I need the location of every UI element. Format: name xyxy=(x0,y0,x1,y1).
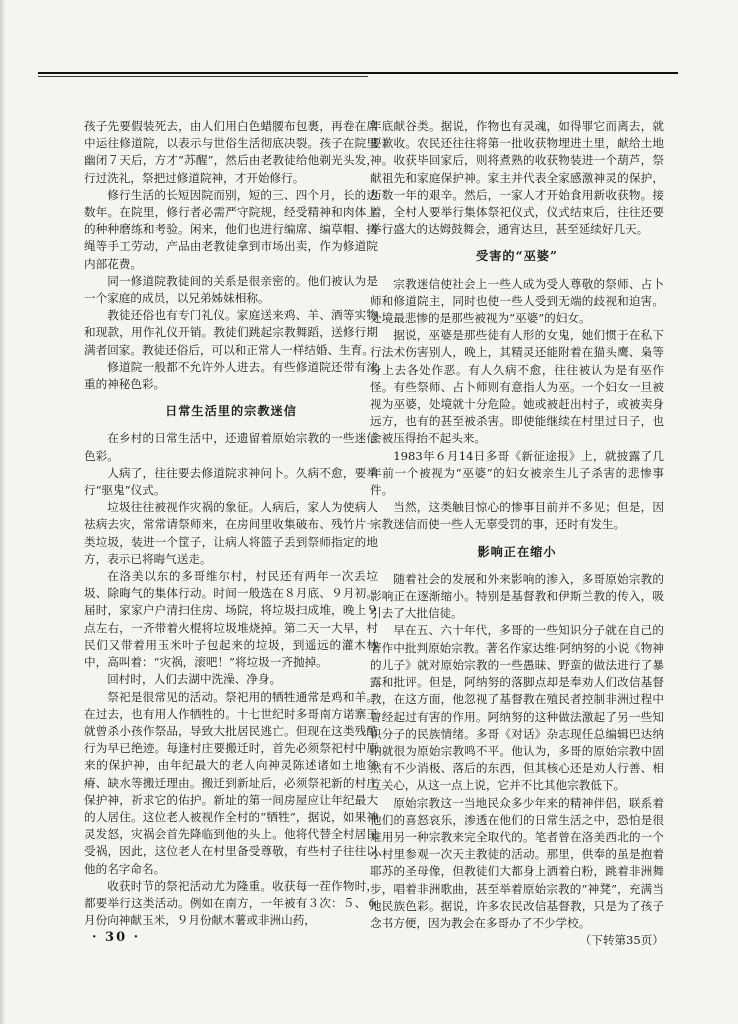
right-column xyxy=(370,118,664,949)
paragraph: 回村时，人们去湖中洗澡、净身。 xyxy=(107,672,282,687)
paragraph: 收获时节的祭祀活动尤为隆重。收获每一茬作物时，都要举行这类活动。例如在南方，一年被有３次：５、６月份向神献玉米，９月份献木薯或非洲山药， xyxy=(84,878,378,928)
left-column xyxy=(84,118,378,929)
paragraph: 年底献谷类。据说，作物也有灵魂，如得罪它而离去，就要歉收。农民还往往将第一批收获物埋进土里，献给土地神。收获毕回家后，则将煮熟的收获物装进一个葫芦，祭献祖先和家庭保护神。家主并代表全家感激神灵的保护，历数一年的艰辛。然后，一家人才开始食用新收获物。接着，全村人要举行集体祭祀仪式，仪式结束后，往往还要举行盛大的达姆鼓舞会，通宵达旦，甚至延续好几天。 xyxy=(370,119,664,237)
section-heading: 受害的“巫婆” xyxy=(476,249,558,264)
paragraph: 祭祀是很常见的活动。祭祀用的牺牲通常是鸡和羊。在过去，也有用人作牺牲的。十七世纪时多哥南方诺寨王就曾杀小孩作祭品，导致大批居民逃亡。但现在这类残酷行为早已绝迹。每逢村庄要搬迁时，首先必须祭祀村中原来的保护神，由年纪最大的老人向神灵陈述诸如土地贫瘠、缺水等搬迁理由。搬迁到新址后，必须祭祀新的村庄保护神，祈求它的佑护。新址的第一间房屋应让年纪最大的人居住。这位老人被视作全村的“牺牲”，据说，如果神灵发怒，灾祸会首先降临到他的头上。他将代替全村居民受祸，因此，这位老人在村里备受尊敬，有些村子往往以他的名字命名。 xyxy=(84,689,378,876)
paragraph: 垃圾往往被视作灾祸的象征。人病后，家人为使病人祛病去灾，常常请祭师来，在房间里收集破布、残竹片一类垃圾，装进一个筐子，让病人将篮子丢到祭师指定的地方，表示已将晦气送走。 xyxy=(84,500,378,566)
paragraph: 在洛美以东的多哥维尔村，村民还有两年一次丢垃圾、除晦气的集体行动。时间一般选在８月底、９月初。届时，家家户户清扫住房、场院，将垃圾扫成堆，晚上９点左右，一齐带着火棍将垃圾堆烧掉。第二天一大早，村民们又带着用玉米叶子包起来的垃圾，到遥远的灌木林中，高叫着：“灾祸，滚吧！”将垃圾一齐抛掉。 xyxy=(84,569,378,670)
paragraph: 原始宗教这一当地民众多少年来的精神伴侣，联系着他们的喜怒哀乐，渗透在他们的日常生活之中，恐怕是很难用另一种宗教来完全取代的。笔者曾在洛美西北的一个小村里参观一次天主教徒的活动。那里，供奉的虽是抱着耶苏的圣母像，但教徒们大都身上洒着白粉，跳着非洲舞步，唱着非洲歌曲，甚至举着原始宗教的“神凳”，充满当地民族色彩。据说，许多农民改信基督教，只是为了孩子念书方便，因为教会在多哥办了不少学校。 xyxy=(370,795,664,930)
paragraph: 人病了，往往要去修道院求神问卜。久病不愈，要举行“驱鬼”仪式。 xyxy=(84,465,378,498)
paragraph: 教徒还俗也有专门礼仪。家庭送来鸡、羊、酒等实物和现款，用作礼仪开销。教徒们跳起宗教舞蹈，送修行期满者回家。教徒还俗后，可以和正常人一样结婚、生育。 xyxy=(84,308,378,357)
paragraph: 随着社会的发展和外来影响的渗入，多哥原始宗教的影响正在逐渐缩小。特别是基督教和伊斯兰教的传入，吸引去了大批信徒。 xyxy=(370,571,664,621)
paragraph: 早在五、六十年代，多哥的一些知识分子就在自己的著作中批判原始宗教。著名作家达维·阿纳努的小说《物神的儿子》就对原始宗教的一些愚昧、野蛮的做法进行了暴露和批评。但是，阿纳努的落脚点却是奉劝人们改信基督教，在这方面，他忽视了基督教在殖民者控制非洲过程中曾经起过有害的作用。阿纳努的这种做法激起了另一些知识分子的民族情绪。多哥《对话》杂志现任总编辑巴达纳纳就很为原始宗教鸣不平。他认为，多哥的原始宗教中固然有不少消极、落后的东西，但其核心还是劝人行善、相互关心，从这一点上说，它并不比其他宗教低下。 xyxy=(370,623,664,793)
scan-edge-shadow xyxy=(0,0,6,1024)
section-heading: 日常生活里的宗教迷信 xyxy=(165,404,297,419)
paragraph: 修道院一般都不允许外人进去。有些修道院还带有浓重的神秘色彩。 xyxy=(84,359,378,392)
paragraph: 修行生活的长短因院而别，短的三、四个月，长的达数年。在院里，修行者必需严守院规，经受精神和肉体上的种种磨练和考验。闲来，他们也进行编席、编草帽、搓绳等手工劳动，产品由老教徒拿到市场出卖，作为修道院内部花费。 xyxy=(84,187,378,271)
paragraph: 在乡村的日常生活中，还遗留着原始宗教的一些迷信色彩。 xyxy=(84,431,378,463)
header-rule xyxy=(38,72,678,74)
paragraph: 1983年６月14日多哥《新征途报》上，就披露了几年前一个被视为“巫婆”的妇女被亲生儿子杀害的悲惨事件。 xyxy=(370,448,664,498)
paragraph: 当然，这类触目惊心的惨事目前并不多见；但是，因宗教迷信而使一些人无辜受罚的事，还时有发生。 xyxy=(370,500,664,532)
paragraph: 同一修道院教徒间的关系是很亲密的。他们被认为是一个家庭的成员，以兄弟姊妹相称。 xyxy=(84,273,378,306)
section-heading: 影响正在缩小 xyxy=(477,544,557,559)
paragraph: 宗教迷信使社会上一些人成为受人尊敬的祭师、占卜师和修道院主，同时也使一些人受到无端的歧视和迫害。处境最悲惨的是那些被视为“巫婆”的妇女。 xyxy=(370,276,664,326)
header-rule-thin xyxy=(38,76,368,77)
paragraph: 孩子先要假装死去，由人们用白色蜡腰布包裹，再卷在席中运往修道院，以表示与世俗生活彻底决裂。孩子在院里幽闭７天后，方才“苏醒”，然后由老教徒给他剃光头发，行过洗礼，祭把过修道院神，才开始修行。 xyxy=(84,119,378,185)
paragraph: 据说，巫婆是那些徒有人形的女鬼，她们惯于在私下行法术伤害别人，晚上，其精灵还能附着在猫头鹰、枭等身上去各处作恶。有人久病不愈，往往被认为是有巫作怪。有些祭师、占卜师则有意指人为巫。一个妇女一旦被视为巫婆，处境就十分危险。她或被赶出村子，或被卖身远方，也有的甚至被杀害。即使能继续在村里过日子，也会被压得抬不起头来。 xyxy=(370,328,664,446)
page-number: · 30 · xyxy=(92,930,141,945)
continued-note: （下转第35页） xyxy=(579,933,664,948)
